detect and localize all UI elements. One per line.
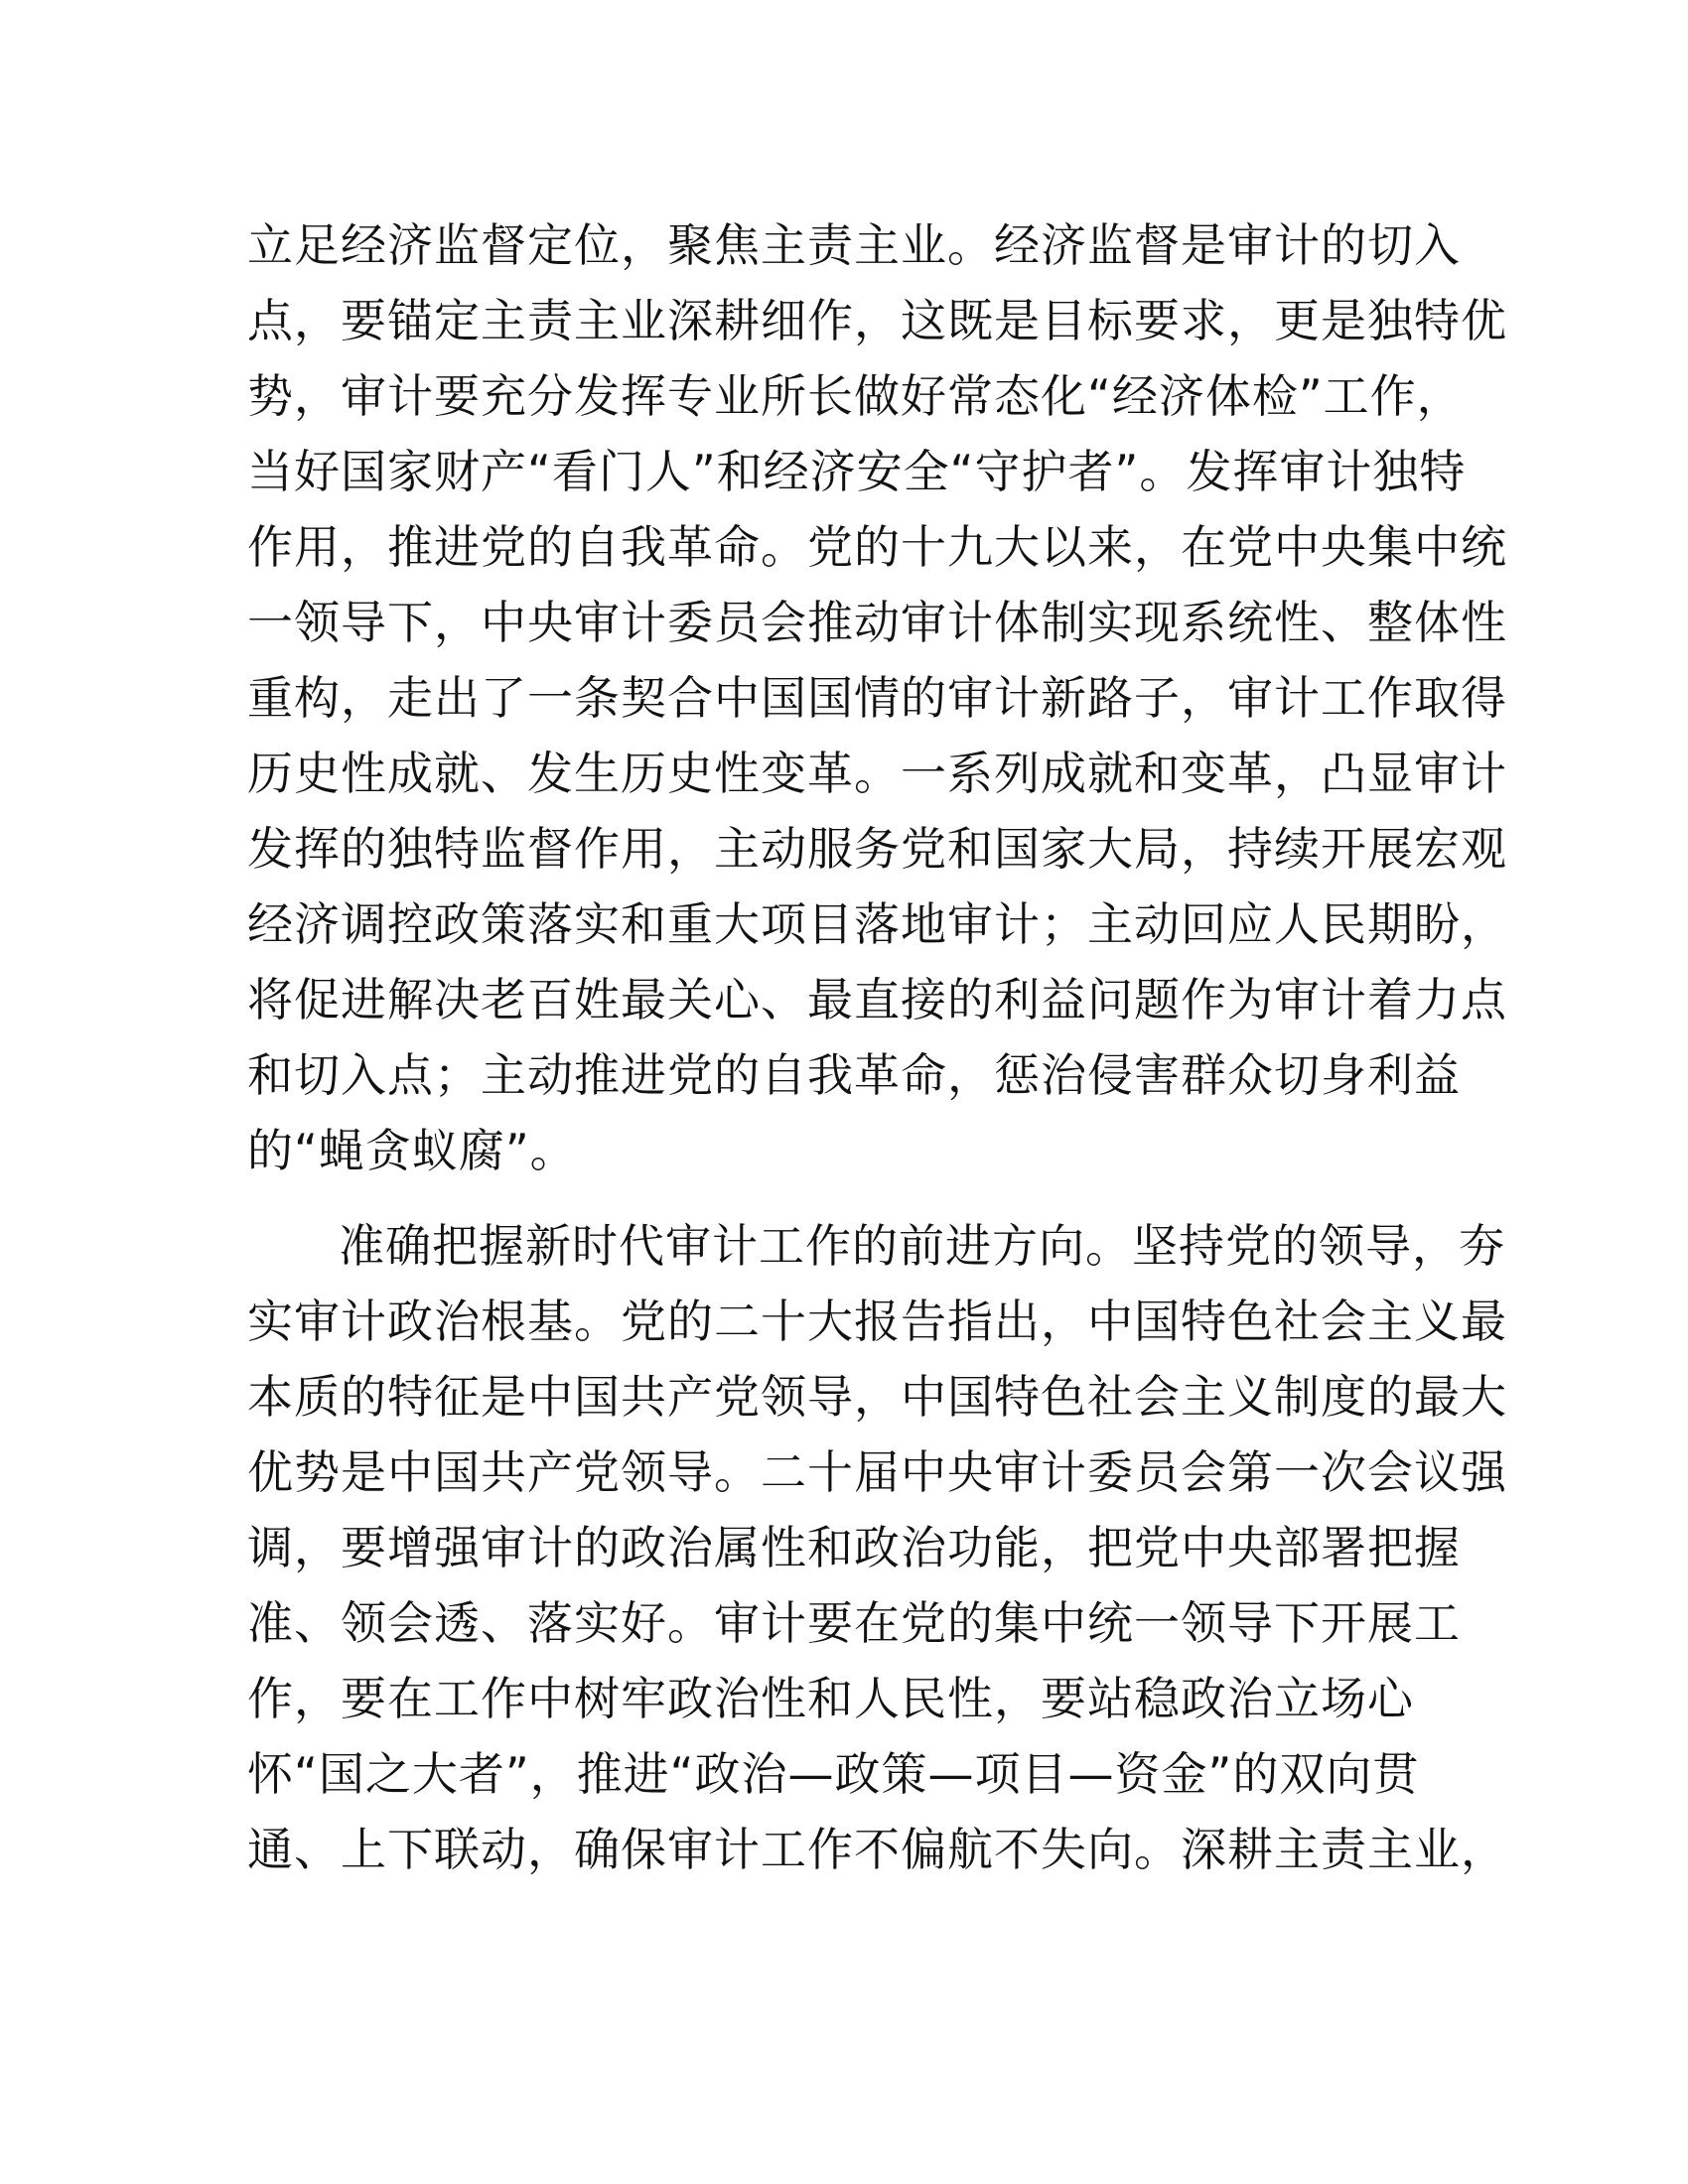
paragraph-line: 的“蝇贪蚁腐”。 — [247, 1124, 577, 1177]
paragraph-line: 和切入点；主动推进党的自我革命，惩治侵害群众切身利益 — [247, 1048, 1461, 1102]
paragraph-line: 历史性成就、发生历史性变革。一系列成就和变革，凸显审计 — [247, 747, 1507, 800]
paragraph-line: 当好国家财产“看门人”和经济安全“守护者”。发挥审计独特 — [247, 445, 1467, 498]
paragraph-line: 将促进解决老百姓最关心、最直接的利益问题作为审计着力点 — [247, 973, 1507, 1026]
paragraph-line: 调，要增强审计的政治属性和政治功能，把党中央部署把握 — [247, 1521, 1461, 1574]
paragraph-line: 准、领会透、落实好。审计要在党的集中统一领导下开展工 — [247, 1596, 1461, 1650]
paragraph-line: 作，要在工作中树牢政治性和人民性，要站稳政治立场心 — [247, 1672, 1414, 1725]
paragraph-line: 准确把握新时代审计工作的前进方向。坚持党的领导，夯 — [339, 1219, 1505, 1273]
paragraph-2 — [247, 1208, 1507, 1887]
paragraph-line: 实审计政治根基。党的二十大报告指出，中国特色社会主义最 — [247, 1295, 1507, 1348]
paragraph-line: 重构，走出了一条契合中国国情的审计新路子，审计工作取得 — [247, 671, 1507, 725]
body-text — [247, 207, 1507, 1887]
paragraph-line: 经济调控政策落实和重大项目落地审计；主动回应人民期盼， — [247, 897, 1507, 951]
paragraph-line: 作用，推进党的自我革命。党的十九大以来，在党中央集中统 — [247, 520, 1507, 574]
paragraph-line: 点，要锚定主责主业深耕细作，这既是目标要求，更是独特优 — [247, 294, 1507, 347]
paragraph-line: 势，审计要充分发挥专业所长做好常态化“经济体检”工作， — [247, 369, 1464, 423]
paragraph-line: 立足经济监督定位，聚焦主责主业。经济监督是审计的切入 — [247, 218, 1461, 272]
paragraph-line: 发挥的独特监督作用，主动服务党和国家大局，持续开展宏观 — [247, 822, 1507, 876]
paragraph-line: 优势是中国共产党领导。二十届中央审计委员会第一次会议强 — [247, 1445, 1507, 1499]
paragraph-line: 本质的特征是中国共产党领导，中国特色社会主义制度的最大 — [247, 1370, 1507, 1424]
paragraph-line: 一领导下，中央审计委员会推动审计体制实现系统性、整体性 — [247, 596, 1507, 649]
paragraph-1 — [247, 207, 1507, 1188]
paragraph-line: 通、上下联动，确保审计工作不偏航不失向。深耕主责主业， — [247, 1823, 1507, 1876]
paragraph-line: 怀“国之大者”，推进“政治—政策—项目—资金”的双向贯 — [247, 1747, 1420, 1801]
